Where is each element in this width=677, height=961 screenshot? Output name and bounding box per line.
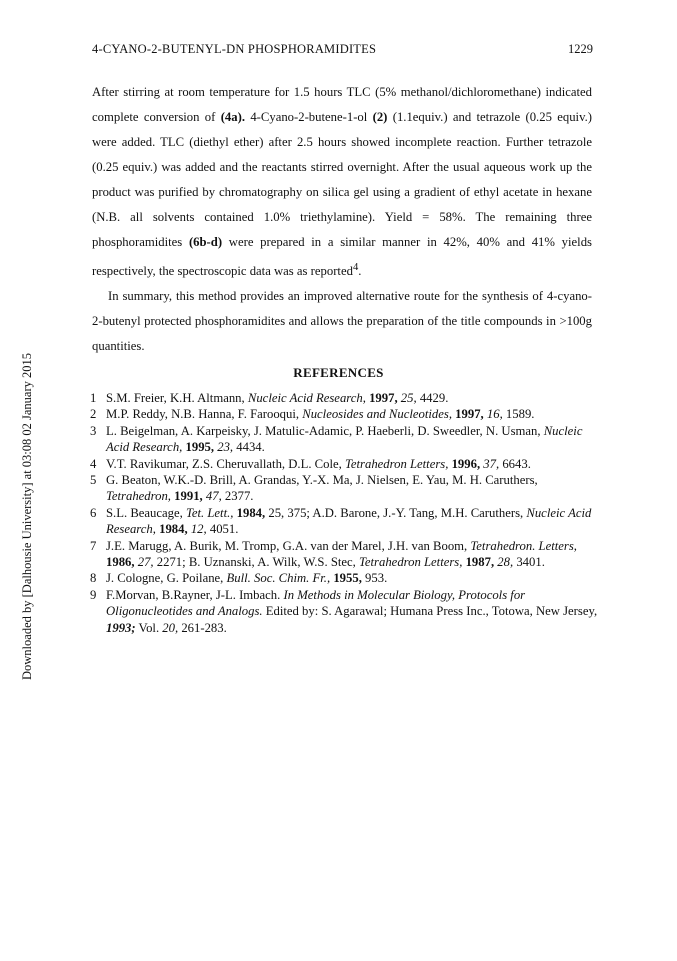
ref-year: 1984, bbox=[233, 505, 266, 520]
ref-volume: 37, bbox=[480, 456, 500, 471]
ref-year: 1986, bbox=[106, 555, 135, 570]
ref-pages: 4051. bbox=[206, 522, 239, 537]
ref-vol-label: Vol. bbox=[135, 620, 163, 635]
ref-volume: 27, bbox=[134, 555, 154, 570]
ref-year: 1991, bbox=[170, 489, 203, 504]
ref-journal: In Methods in Molecular Biology, Protocols for Oligonucleotides and Analogs. bbox=[106, 587, 526, 619]
reference-item bbox=[90, 423, 600, 456]
ref-volume: 12, bbox=[187, 522, 207, 537]
ref-publisher: Edited by: S. Agarawal; Humana Press Inc., Totowa, New Jersey, bbox=[262, 604, 598, 619]
ref-volume: 25, bbox=[397, 391, 417, 405]
ref-pages: 953. bbox=[361, 571, 388, 586]
download-notice: Downloaded by [Dalhousie University] at 03:08 02 January 2015 bbox=[20, 352, 34, 680]
ref-volume: 16, bbox=[483, 407, 503, 422]
ref-pages: 1589. bbox=[502, 407, 535, 422]
citation-superscript: 4 bbox=[352, 262, 359, 273]
ref-pages: 25, 375; A.D. Barone, J.-Y. Tang, M.H. Caruthers, bbox=[265, 505, 527, 520]
ref-pages: 3401. bbox=[513, 555, 545, 570]
compound-ref: (6b-d) bbox=[188, 235, 223, 249]
ref-authors: S.L. Beaucage, bbox=[106, 505, 186, 520]
reference-number: 4 bbox=[90, 456, 97, 471]
reference-item bbox=[90, 456, 600, 472]
ref-volume: 47, bbox=[202, 489, 222, 504]
ref-pages: 2377. bbox=[221, 489, 254, 504]
ref-authors: F.Morvan, B.Rayner, J-L. Imbach. bbox=[106, 587, 284, 602]
ref-year: 1984, bbox=[155, 522, 188, 537]
ref-pages: 6643. bbox=[499, 456, 531, 471]
ref-journal: Tetrahedron Letters, bbox=[359, 555, 463, 570]
reference-item bbox=[90, 505, 600, 538]
reference-number: 2 bbox=[90, 407, 97, 422]
reference-item bbox=[90, 406, 600, 422]
text-run: (1.1equiv.) and tetrazole (0.25 equiv.) were added. TLC (diethyl ether) after 2.5 hours showed incomplete reaction. Further tetrazole (0.25 equiv.) was added and the reactants stirred overnight. After the usual aqueous work up the product was purified by chromatography on silica gel using a gradient of ethyl acetate in hexane (N.B. all solvents contained 1.0% triethylamine). Yield = 58%. The remaining three phosphoramidites bbox=[92, 110, 592, 249]
reference-number: 1 bbox=[90, 391, 97, 405]
body-text bbox=[92, 80, 592, 359]
ref-pages: 2271; B. Uznanski, A. Wilk, W.S. Stec, bbox=[153, 555, 360, 570]
text-run: . bbox=[358, 264, 362, 279]
paragraph-2: In summary, this method provides an improved alternative route for the synthesis of 4-cyano-2-butenyl protected phosphoramidites and allows the preparation of the title compounds in >100g quantities. bbox=[92, 289, 592, 354]
reference-number: 6 bbox=[90, 505, 97, 520]
ref-year: 1955, bbox=[330, 571, 362, 586]
ref-authors: S.M. Freier, K.H. Altmann, bbox=[106, 391, 248, 405]
text-run: 4-Cyano-2-butene-1-ol bbox=[245, 110, 373, 124]
ref-journal: Nucleic Acid Research, bbox=[106, 505, 592, 537]
ref-year: 1987, bbox=[462, 555, 495, 570]
text-run: After stirring at room temperature for 1.5 hours TLC (5% methanol/dichloromethane) indicated complete conversion of bbox=[92, 85, 592, 124]
ref-journal: Tetrahedron Letters, bbox=[345, 456, 449, 471]
reference-number: 7 bbox=[90, 538, 97, 553]
ref-authors: L. Beigelman, A. Karpeisky, J. Matulic-Adamic, P. Haeberli, D. Sweedler, N. Usman, bbox=[106, 423, 544, 438]
ref-authors: M.P. Reddy, N.B. Hanna, F. Farooqui, bbox=[106, 407, 303, 422]
reference-number: 5 bbox=[90, 473, 97, 488]
references-list bbox=[90, 390, 600, 636]
compound-ref: (2) bbox=[372, 110, 388, 124]
ref-journal: Tetrahedron, bbox=[106, 489, 171, 504]
ref-year: 1996, bbox=[448, 456, 481, 471]
reference-item bbox=[90, 587, 600, 636]
ref-pages: 4434. bbox=[233, 440, 265, 455]
ref-year: 1993; bbox=[106, 620, 136, 635]
ref-pages: 261-283. bbox=[178, 620, 227, 635]
page-number: 1229 bbox=[568, 42, 593, 56]
ref-journal: Nucleic Acid Research, bbox=[247, 391, 366, 405]
running-title: 4-CYANO-2-BUTENYL-DN PHOSPHORAMIDITES bbox=[92, 42, 377, 56]
ref-journal: Bull. Soc. Chim. Fr., bbox=[226, 571, 331, 586]
reference-number: 3 bbox=[90, 423, 97, 438]
ref-journal: Tet. Lett., bbox=[185, 505, 234, 520]
ref-authors: V.T. Ravikumar, Z.S. Cheruvallath, D.L. Cole, bbox=[106, 456, 345, 471]
reference-item bbox=[90, 570, 600, 586]
ref-authors: J. Cologne, G. Poilane, bbox=[106, 571, 227, 586]
reference-item bbox=[90, 390, 600, 406]
ref-volume: 28, bbox=[494, 555, 514, 570]
reference-item bbox=[90, 472, 600, 505]
paragraph-1 bbox=[92, 80, 592, 284]
ref-volume: 23, bbox=[214, 440, 234, 455]
compound-ref: (4a). bbox=[220, 110, 245, 124]
ref-authors: J.E. Marugg, A. Burik, M. Tromp, G.A. van der Marel, J.H. van Boom, bbox=[106, 538, 471, 553]
text-run: were prepared in a similar manner in 42%, 40% and 41% yields respectively, the spectroscopic data was as reported bbox=[92, 235, 592, 279]
ref-volume: 20, bbox=[162, 620, 179, 635]
reference-item bbox=[90, 538, 600, 571]
ref-journal: Nucleic Acid Research, bbox=[106, 423, 583, 455]
ref-year: 1997, bbox=[452, 407, 484, 422]
reference-number: 9 bbox=[90, 587, 97, 602]
ref-authors: G. Beaton, W.K.-D. Brill, A. Grandas, Y.-X. Ma, J. Nielsen, E. Yau, M. H. Caruthers, bbox=[106, 473, 538, 488]
ref-journal: Nucleosides and Nucleotides, bbox=[302, 407, 452, 422]
ref-year: 1997, bbox=[365, 391, 398, 405]
ref-year: 1995, bbox=[182, 440, 215, 455]
references-heading: REFERENCES bbox=[293, 365, 384, 380]
reference-number: 8 bbox=[90, 571, 97, 586]
ref-journal: Tetrahedron. Letters, bbox=[470, 538, 577, 553]
ref-pages: 4429. bbox=[416, 391, 449, 405]
